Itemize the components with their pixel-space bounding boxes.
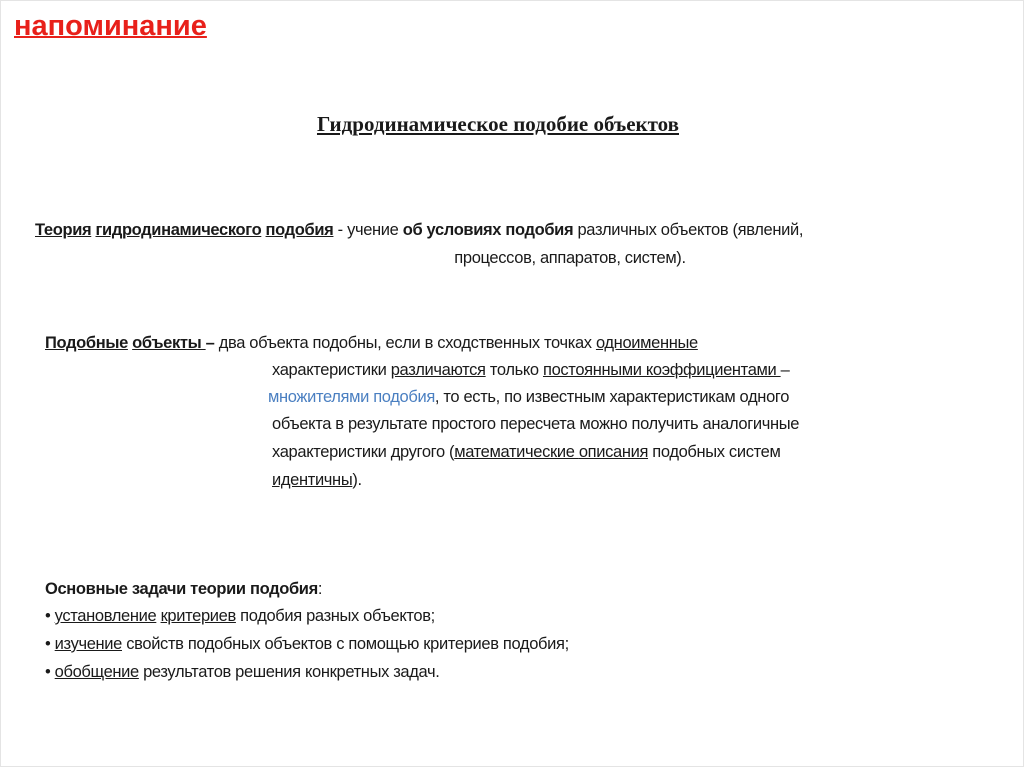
text-run: подобных систем [648,443,781,461]
text-run: : [317,580,323,598]
underlined-term: подобия [265,221,334,239]
underlined-term: гидродинамического [95,221,262,239]
underlined-term: изучение [54,635,122,653]
text-run: ). [352,471,362,489]
underlined-term: описания [578,443,649,461]
underlined-term: объекты [132,334,206,352]
underlined-term: математические [454,443,579,461]
text-run: характеристики [272,361,391,379]
similar-line [268,387,789,407]
text-run: подобия разных объектов; [235,607,435,625]
text-run: свойств подобных объектов с помощью критериев подобия; [122,635,569,653]
similar-line [272,360,789,380]
underlined-term: Подобные [45,334,128,352]
definition-line [35,220,803,240]
tasks-line [45,579,322,599]
similar-line [272,414,799,434]
tasks-line [45,634,569,654]
text-run: • [45,663,55,681]
underlined-term: Теория [35,221,92,239]
highlighted-term: множителями подобия [268,388,435,406]
underlined-term: одноименные [595,334,698,352]
underlined-term: обобщение [54,663,139,681]
text-run: два объекта подобны, если в сходственных точках [218,334,596,352]
text-run: характеристики другого ( [272,443,455,461]
text-run: Основные задачи теории подобия [45,580,318,598]
underlined-term: идентичны [272,471,353,489]
underlined-term: критериев [160,607,236,625]
text-run: , то есть, по известным характеристикам одного [434,388,790,406]
text-run: • [45,635,55,653]
underlined-term: различаются [390,361,486,379]
similar-line [45,333,698,353]
tasks-line [45,606,435,626]
similar-line [272,470,362,490]
text-run: - учение [333,221,403,239]
reminder-title: напоминание [14,10,207,42]
text-run: результатов решения конкретных задач. [138,663,440,681]
text-run: процессов, аппаратов, систем). [454,249,686,267]
tasks-line [45,662,439,682]
text-run: только [485,361,543,379]
text-run: объекта в результате простого пересчета можно получить аналогичные [272,415,800,433]
text-run: различных объектов (явлений, [573,221,804,239]
text-run: об условиях подобия [402,221,574,239]
definition-line [0,248,1024,268]
underlined-term: постоянными коэффициентами [542,361,781,379]
text-run: • [45,607,55,625]
text-run: – [205,334,219,352]
text-run: – [780,361,790,379]
slide-heading: Гидродинамическое подобие объектов [316,112,679,136]
similar-line [272,442,780,462]
underlined-term: установление [54,607,157,625]
